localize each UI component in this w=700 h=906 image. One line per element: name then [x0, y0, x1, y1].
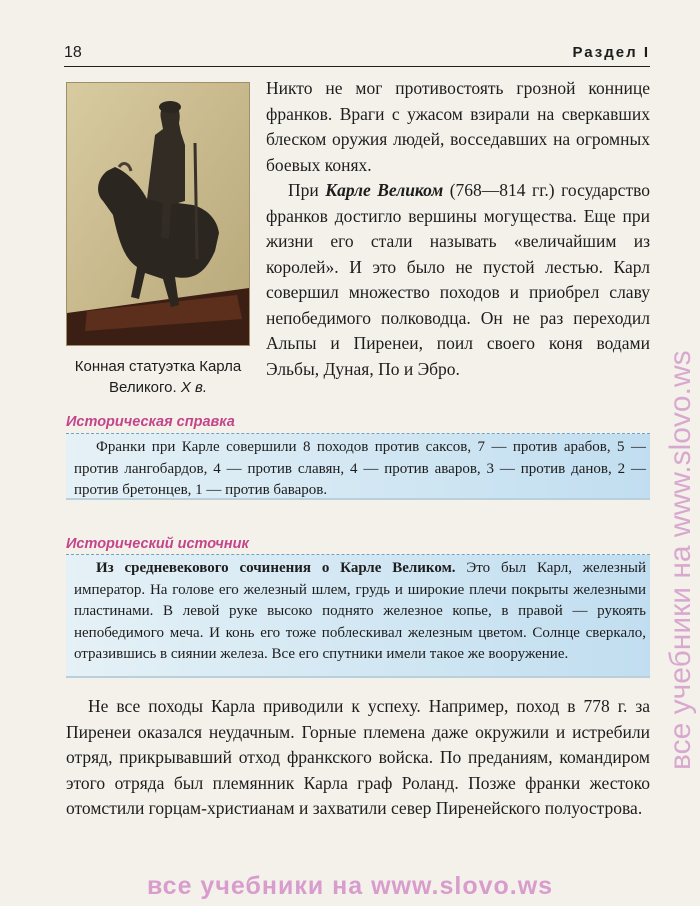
page-number: 18 [64, 44, 82, 61]
paragraph-campaigns: Не все походы Карла приводили к успеху. Например, поход в 778 г. за Пиренеи оказался неудачным. Горные племена даже окружили и истребили отряд, прикрывавший отход франкского войска. По преданиям, командиром этого отряда был племянник Карла граф Роланд. Позже франки жестоко отомстили горцам-христианам и захватили север Пиренейского полуострова. [66, 696, 650, 818]
historical-source-body: Это был Карл, железный император. На голове его железный шлем, грудь и широкие плечи покрыты железными пластинами. В левой руке высоко поднято железное копье, в правой — рукоять непобедимого меча. И конь его тоже поблескивал железным цветом. Солнце сверкало, отразившись в сиянии железа. Все его спутники имели такое же вооружение. [74, 560, 646, 662]
bottom-paragraph [66, 694, 650, 822]
historical-source-lead: Из средневекового сочинения о Карле Великом. [96, 560, 456, 576]
paragraph-cavalry: Никто не мог противостоять грозной коннице франков. Враги с ужасом взирали на сверкавших блеском оружия людей, восседавших на огромных боевых конях. [266, 78, 650, 175]
historical-note-title: Историческая справка [66, 414, 235, 430]
historical-source-title: Исторический источник [66, 536, 249, 552]
historical-source-text [74, 558, 646, 666]
caption-century: X в. [180, 379, 208, 396]
footer-watermark: все учебники на www.slovo.ws [146, 872, 554, 900]
right-column [266, 76, 650, 382]
p2-prefix: При [288, 180, 326, 200]
paragraph-charlemagne [266, 178, 650, 382]
vertical-watermark-text: все учебники на www.slovo.ws [664, 350, 697, 770]
statuette-photo [66, 82, 250, 346]
charlemagne-name: Карле Великом [325, 180, 444, 200]
equestrian-statuette-image [67, 83, 249, 345]
header-rule [64, 66, 650, 67]
historical-note-text [74, 437, 646, 502]
p2-rest: (768—814 гг.) государство франков достигло вершины могущества. Еще при жизни его стали называть «величайшим из королей». И это было не пустой лестью. Карл совершил множество походов и приобрел славу непобедимого полководца. Он не раз переходил Альпы и Пиренеи, поил своего коня водами Эльбы, Дуная, По и Эбро. [266, 180, 650, 379]
caption-line2: Великого. [108, 379, 181, 396]
historical-note-box [66, 434, 650, 500]
page-header [64, 44, 650, 66]
caption-line1: Конная статуэтка Карла [74, 358, 242, 375]
section-label: Раздел I [572, 44, 650, 61]
vertical-watermark [664, 350, 698, 770]
figure-caption [62, 356, 254, 398]
historical-source-box [66, 555, 650, 678]
historical-note-body: Франки при Карле совершили 8 походов против саксов, 7 — против арабов, 5 — против лангобардов, 4 — против славян, 4 — против аваров, 3 — против данов, 2 — против бретонцев, 1 — против баваров. [74, 439, 646, 498]
